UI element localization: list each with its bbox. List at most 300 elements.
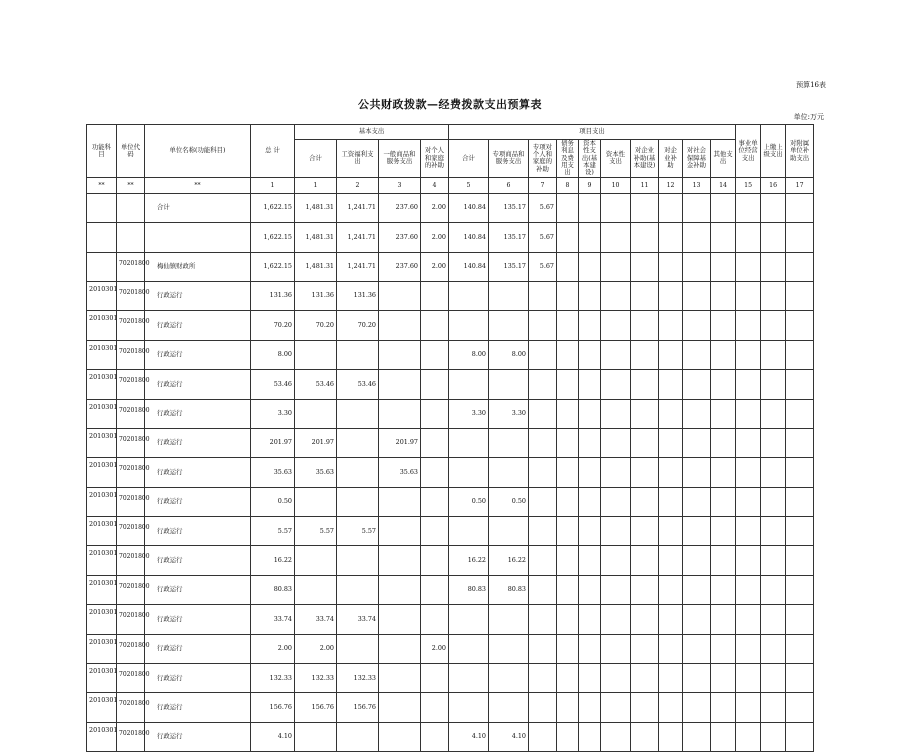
amount-cell: 70.20	[251, 311, 295, 340]
amount-cell	[489, 281, 529, 310]
func-code-cell: 2010301	[87, 311, 117, 340]
amount-cell	[631, 575, 659, 604]
amount-cell	[786, 193, 814, 222]
amount-cell: 237.60	[379, 223, 421, 252]
header-proj-family: 专项对个人和家庭的补助	[529, 140, 557, 178]
header-proj-other: 其他支出	[711, 140, 736, 178]
column-index-cell: 2	[337, 177, 379, 193]
amount-cell	[711, 311, 736, 340]
amount-cell	[631, 546, 659, 575]
amount-cell	[659, 487, 683, 516]
amount-cell	[579, 693, 601, 722]
amount-cell	[711, 281, 736, 310]
amount-cell	[761, 340, 786, 369]
unit-name-cell: 行政运行	[145, 458, 251, 487]
amount-cell	[786, 311, 814, 340]
amount-cell	[711, 605, 736, 634]
amount-cell	[449, 311, 489, 340]
amount-cell: 4.10	[251, 722, 295, 751]
amount-cell	[736, 193, 761, 222]
amount-cell	[557, 223, 579, 252]
amount-cell	[711, 340, 736, 369]
amount-cell	[683, 193, 711, 222]
unit-name-cell: 梅仙镇财政所	[145, 252, 251, 281]
header-proj-social: 对社会保障基金补助	[683, 140, 711, 178]
table-row	[87, 223, 814, 252]
func-code-cell: 2010301	[87, 722, 117, 751]
amount-cell	[761, 311, 786, 340]
amount-cell	[786, 575, 814, 604]
amount-cell	[379, 517, 421, 546]
amount-cell: 156.76	[337, 693, 379, 722]
unit-code-cell: 70201800	[117, 252, 145, 281]
amount-cell	[631, 693, 659, 722]
amount-cell	[601, 193, 631, 222]
amount-cell	[761, 428, 786, 457]
amount-cell	[579, 252, 601, 281]
amount-cell: 53.46	[251, 370, 295, 399]
amount-cell: 132.33	[295, 664, 337, 693]
amount-cell	[489, 458, 529, 487]
func-code-cell	[87, 193, 117, 222]
column-index-cell: 17	[786, 177, 814, 193]
table-row	[87, 546, 814, 575]
amount-cell	[529, 605, 557, 634]
amount-cell	[786, 693, 814, 722]
amount-cell	[421, 517, 449, 546]
amount-cell	[631, 223, 659, 252]
amount-cell	[579, 722, 601, 751]
amount-cell: 1,481.31	[295, 252, 337, 281]
amount-cell: 5.67	[529, 193, 557, 222]
func-code-cell: 2010301	[87, 634, 117, 663]
amount-cell	[683, 722, 711, 751]
amount-cell	[379, 575, 421, 604]
table-row	[87, 428, 814, 457]
amount-cell	[601, 605, 631, 634]
amount-cell	[529, 340, 557, 369]
amount-cell: 35.63	[379, 458, 421, 487]
column-index-cell: 8	[557, 177, 579, 193]
unit-name-cell: 行政运行	[145, 428, 251, 457]
amount-cell	[421, 546, 449, 575]
amount-cell	[683, 575, 711, 604]
amount-cell	[736, 458, 761, 487]
amount-cell: 8.00	[449, 340, 489, 369]
amount-cell	[761, 722, 786, 751]
func-code-cell: 2010301	[87, 487, 117, 516]
amount-cell	[421, 605, 449, 634]
amount-cell: 1,241.71	[337, 223, 379, 252]
amount-cell: 80.83	[489, 575, 529, 604]
column-index-cell: 11	[631, 177, 659, 193]
amount-cell	[736, 693, 761, 722]
amount-cell	[736, 546, 761, 575]
amount-cell: 1,481.31	[295, 223, 337, 252]
amount-cell	[631, 605, 659, 634]
amount-cell	[786, 634, 814, 663]
header-func-code: 功能科目	[87, 125, 117, 178]
table-row	[87, 693, 814, 722]
amount-cell	[529, 370, 557, 399]
amount-cell: 2.00	[295, 634, 337, 663]
amount-cell	[449, 693, 489, 722]
amount-cell	[579, 517, 601, 546]
amount-cell	[786, 281, 814, 310]
unit-code-cell: 70201800	[117, 634, 145, 663]
amount-cell	[449, 605, 489, 634]
amount-cell: 2.00	[421, 223, 449, 252]
table-body	[87, 193, 814, 751]
header-unit-code: 单位代码	[117, 125, 145, 178]
amount-cell	[379, 399, 421, 428]
header-basic-family: 对个人和家庭的补助	[421, 140, 449, 178]
amount-cell	[736, 722, 761, 751]
unit-name-cell: 行政运行	[145, 546, 251, 575]
amount-cell	[421, 311, 449, 340]
amount-cell	[761, 458, 786, 487]
table-row	[87, 399, 814, 428]
amount-cell: 1,622.15	[251, 223, 295, 252]
amount-cell	[711, 664, 736, 693]
column-index-cell: 3	[379, 177, 421, 193]
amount-cell	[421, 693, 449, 722]
amount-cell	[631, 722, 659, 751]
unit-name-cell: 行政运行	[145, 575, 251, 604]
amount-cell: 140.84	[449, 252, 489, 281]
amount-cell	[683, 223, 711, 252]
amount-cell	[683, 428, 711, 457]
unit-code-cell: 70201800	[117, 281, 145, 310]
func-code-cell: 2010301	[87, 575, 117, 604]
table-row	[87, 281, 814, 310]
amount-cell: 0.50	[449, 487, 489, 516]
amount-cell	[683, 281, 711, 310]
amount-cell	[601, 252, 631, 281]
unit-name-cell: 行政运行	[145, 634, 251, 663]
amount-cell: 131.36	[295, 281, 337, 310]
column-index-cell: 7	[529, 177, 557, 193]
amount-cell	[379, 605, 421, 634]
func-code-cell	[87, 252, 117, 281]
amount-cell: 132.33	[251, 664, 295, 693]
amount-cell: 16.22	[449, 546, 489, 575]
unit-label: 单位:万元	[793, 113, 824, 121]
table-row	[87, 634, 814, 663]
amount-cell	[295, 546, 337, 575]
amount-cell	[659, 281, 683, 310]
amount-cell	[557, 517, 579, 546]
unit-name-cell: 行政运行	[145, 722, 251, 751]
amount-cell	[529, 664, 557, 693]
amount-cell	[295, 340, 337, 369]
unit-code-cell: 70201800	[117, 517, 145, 546]
amount-cell	[579, 281, 601, 310]
amount-cell	[683, 311, 711, 340]
amount-cell	[579, 311, 601, 340]
form-number: 预算16表	[796, 81, 826, 89]
amount-cell	[295, 399, 337, 428]
amount-cell	[601, 370, 631, 399]
amount-cell	[761, 370, 786, 399]
amount-cell	[761, 252, 786, 281]
amount-cell	[489, 634, 529, 663]
amount-cell	[786, 340, 814, 369]
func-code-cell: 2010301	[87, 693, 117, 722]
amount-cell	[379, 487, 421, 516]
amount-cell	[529, 634, 557, 663]
column-index-row	[87, 177, 814, 193]
amount-cell	[631, 281, 659, 310]
func-code-cell: 2010301	[87, 546, 117, 575]
unit-name-cell: 行政运行	[145, 399, 251, 428]
amount-cell	[557, 370, 579, 399]
table-row	[87, 722, 814, 751]
unit-code-cell: 70201800	[117, 399, 145, 428]
amount-cell: 0.50	[251, 487, 295, 516]
amount-cell	[736, 428, 761, 457]
header-basic-goods: 一般商品和服务支出	[379, 140, 421, 178]
amount-cell	[761, 281, 786, 310]
amount-cell	[631, 487, 659, 516]
header-basic-wage: 工资福利支出	[337, 140, 379, 178]
amount-cell	[631, 311, 659, 340]
amount-cell	[736, 605, 761, 634]
unit-code-cell: 70201800	[117, 340, 145, 369]
amount-cell	[579, 487, 601, 516]
amount-cell	[601, 340, 631, 369]
amount-cell	[379, 634, 421, 663]
amount-cell	[337, 399, 379, 428]
amount-cell	[683, 546, 711, 575]
amount-cell	[557, 252, 579, 281]
amount-cell	[711, 487, 736, 516]
amount-cell	[529, 546, 557, 575]
amount-cell	[761, 487, 786, 516]
amount-cell	[449, 664, 489, 693]
header-proj-enterprise: 对企业补助	[659, 140, 683, 178]
amount-cell	[529, 487, 557, 516]
amount-cell	[529, 517, 557, 546]
amount-cell	[421, 487, 449, 516]
amount-cell: 70.20	[295, 311, 337, 340]
amount-cell	[711, 223, 736, 252]
amount-cell	[683, 370, 711, 399]
amount-cell	[711, 634, 736, 663]
amount-cell	[379, 546, 421, 575]
amount-cell: 131.36	[251, 281, 295, 310]
table-row	[87, 517, 814, 546]
amount-cell	[421, 664, 449, 693]
amount-cell	[711, 458, 736, 487]
amount-cell: 0.50	[489, 487, 529, 516]
amount-cell	[529, 399, 557, 428]
column-index-cell: **	[117, 177, 145, 193]
amount-cell	[579, 634, 601, 663]
amount-cell: 33.74	[337, 605, 379, 634]
amount-cell: 131.36	[337, 281, 379, 310]
amount-cell: 8.00	[251, 340, 295, 369]
amount-cell	[761, 193, 786, 222]
amount-cell	[601, 458, 631, 487]
amount-cell	[579, 546, 601, 575]
amount-cell	[761, 605, 786, 634]
amount-cell: 5.67	[529, 223, 557, 252]
amount-cell	[421, 458, 449, 487]
amount-cell	[659, 428, 683, 457]
column-index-cell: 5	[449, 177, 489, 193]
amount-cell: 53.46	[295, 370, 337, 399]
amount-cell	[659, 664, 683, 693]
amount-cell	[761, 546, 786, 575]
column-index-cell: 1	[295, 177, 337, 193]
unit-code-cell: 70201800	[117, 722, 145, 751]
amount-cell	[529, 428, 557, 457]
amount-cell	[337, 575, 379, 604]
unit-code-cell: 70201800	[117, 458, 145, 487]
unit-code-cell: 70201800	[117, 428, 145, 457]
amount-cell: 16.22	[251, 546, 295, 575]
amount-cell	[736, 487, 761, 516]
amount-cell	[489, 311, 529, 340]
amount-cell	[557, 458, 579, 487]
amount-cell	[379, 281, 421, 310]
amount-cell	[579, 458, 601, 487]
amount-cell	[449, 428, 489, 457]
amount-cell	[786, 223, 814, 252]
amount-cell	[557, 281, 579, 310]
amount-cell	[736, 340, 761, 369]
amount-cell	[659, 311, 683, 340]
amount-cell: 5.67	[529, 252, 557, 281]
amount-cell	[683, 487, 711, 516]
amount-cell	[449, 634, 489, 663]
page-title: 公共财政拨款—经费拨款支出预算表	[358, 98, 542, 111]
amount-cell	[601, 399, 631, 428]
amount-cell	[379, 722, 421, 751]
amount-cell	[711, 193, 736, 222]
amount-cell: 35.63	[295, 458, 337, 487]
func-code-cell: 2010301	[87, 517, 117, 546]
column-index-cell: **	[87, 177, 117, 193]
amount-cell	[631, 664, 659, 693]
amount-cell	[761, 517, 786, 546]
amount-cell	[659, 575, 683, 604]
amount-cell	[337, 428, 379, 457]
amount-cell	[449, 458, 489, 487]
amount-cell	[761, 693, 786, 722]
amount-cell	[579, 223, 601, 252]
amount-cell	[557, 340, 579, 369]
amount-cell	[631, 193, 659, 222]
amount-cell	[529, 575, 557, 604]
table-row	[87, 664, 814, 693]
unit-code-cell: 70201800	[117, 487, 145, 516]
amount-cell	[421, 428, 449, 457]
unit-name-cell: 行政运行	[145, 281, 251, 310]
amount-cell	[659, 252, 683, 281]
amount-cell	[557, 399, 579, 428]
amount-cell	[295, 575, 337, 604]
amount-cell	[601, 487, 631, 516]
table-row	[87, 487, 814, 516]
amount-cell: 156.76	[295, 693, 337, 722]
unit-code-cell: 70201800	[117, 370, 145, 399]
amount-cell: 237.60	[379, 252, 421, 281]
amount-cell	[557, 664, 579, 693]
unit-name-cell: 行政运行	[145, 487, 251, 516]
amount-cell	[601, 311, 631, 340]
unit-code-cell: 70201800	[117, 575, 145, 604]
header-total: 总 计	[251, 125, 295, 178]
amount-cell: 2.00	[421, 252, 449, 281]
amount-cell	[659, 634, 683, 663]
unit-code-cell: 70201800	[117, 311, 145, 340]
func-code-cell: 2010301	[87, 399, 117, 428]
amount-cell	[601, 722, 631, 751]
budget-table	[86, 124, 814, 752]
amount-cell	[711, 428, 736, 457]
amount-cell	[379, 311, 421, 340]
amount-cell	[786, 664, 814, 693]
amount-cell	[557, 311, 579, 340]
amount-cell: 1,622.15	[251, 193, 295, 222]
func-code-cell	[87, 223, 117, 252]
amount-cell	[786, 722, 814, 751]
unit-code-cell: 70201800	[117, 664, 145, 693]
table-row	[87, 458, 814, 487]
amount-cell	[786, 487, 814, 516]
amount-cell: 70.20	[337, 311, 379, 340]
header-proj-enterprise-basic: 对企业补助(基本建设)	[631, 140, 659, 178]
amount-cell	[631, 340, 659, 369]
header-project-group: 项目支出	[449, 125, 736, 140]
amount-cell	[736, 223, 761, 252]
amount-cell	[421, 340, 449, 369]
amount-cell	[579, 428, 601, 457]
amount-cell	[489, 605, 529, 634]
amount-cell: 135.17	[489, 252, 529, 281]
unit-name-cell: 合计	[145, 193, 251, 222]
amount-cell	[579, 664, 601, 693]
amount-cell	[449, 281, 489, 310]
amount-cell: 135.17	[489, 193, 529, 222]
amount-cell	[711, 693, 736, 722]
amount-cell	[421, 281, 449, 310]
amount-cell	[579, 575, 601, 604]
amount-cell	[761, 575, 786, 604]
unit-name-cell: 行政运行	[145, 340, 251, 369]
amount-cell: 80.83	[251, 575, 295, 604]
amount-cell	[295, 487, 337, 516]
column-index-cell: 15	[736, 177, 761, 193]
func-code-cell: 2010301	[87, 370, 117, 399]
amount-cell	[489, 664, 529, 693]
amount-cell	[631, 517, 659, 546]
amount-cell: 201.97	[251, 428, 295, 457]
amount-cell	[683, 664, 711, 693]
amount-cell: 4.10	[489, 722, 529, 751]
amount-cell	[601, 281, 631, 310]
amount-cell	[683, 693, 711, 722]
amount-cell	[449, 517, 489, 546]
column-index-cell: 4	[421, 177, 449, 193]
amount-cell: 201.97	[295, 428, 337, 457]
amount-cell	[631, 370, 659, 399]
header-proj-subtotal: 合计	[449, 140, 489, 178]
amount-cell: 3.30	[449, 399, 489, 428]
amount-cell	[529, 281, 557, 310]
